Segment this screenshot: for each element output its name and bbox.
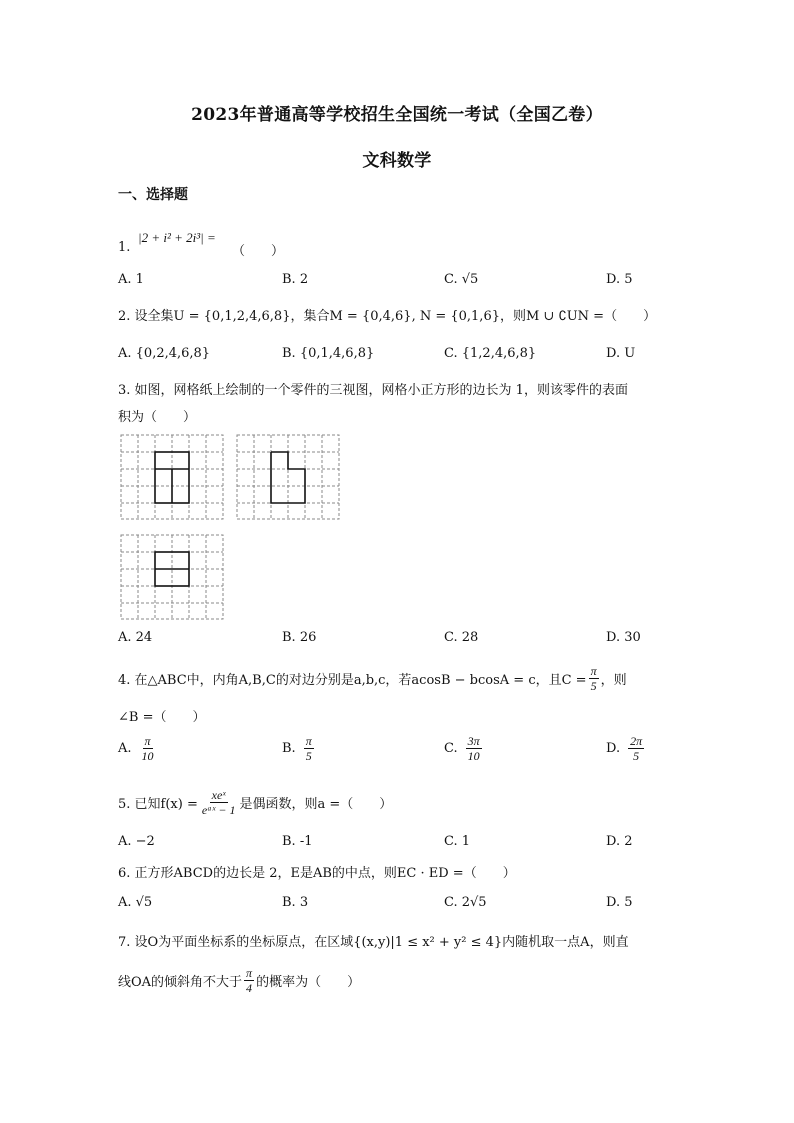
q2-option-a: A. {0,2,4,6,8} (118, 346, 211, 361)
q1-option-d: D. 5 (606, 272, 633, 287)
question-1-number: 1. (118, 240, 131, 255)
q1-option-c: C. √5 (444, 272, 479, 287)
question-2-text: 2. 设全集U = {0,1,2,4,6,8}，集合M = {0,4,6}, N = {0,1,6}，则M ∪ ∁UN =（ ） (118, 309, 657, 324)
q4-option-d-num: 2π (630, 734, 643, 748)
q7-numerator: π (246, 966, 253, 980)
question-3-line-1: 3. 如图，网格纸上绘制的一个零件的三视图，网格小正方形的边长为 1，则该零件的表面 (118, 383, 628, 398)
q4-option-d (606, 734, 646, 763)
question-1-expression: |2 + i² + 2i³| = (138, 230, 216, 245)
q3-option-a: A. 24 (118, 630, 153, 645)
q4-c-denominator: 5 (590, 679, 597, 693)
question-3-line-2: 积为（ ） (118, 410, 197, 425)
q4-option-c-fraction (466, 734, 482, 763)
q3-option-d: D. 30 (606, 630, 641, 645)
question-5-text (118, 788, 392, 817)
question-6-text: 6. 正方形ABCD的边长是 2，E是AB的中点，则EC · ED =（ ） (118, 866, 516, 881)
q4-option-d-label: D. (606, 741, 621, 756)
q7-fraction (244, 966, 254, 995)
q4-option-a-fraction (140, 734, 156, 763)
q4-option-a-den: 10 (141, 749, 154, 763)
q4-option-b-num: π (305, 734, 312, 748)
q2-option-b: B. {0,1,4,6,8} (282, 346, 375, 361)
q7-denominator: 4 (246, 981, 253, 995)
q5-option-a: A. −2 (118, 834, 155, 849)
q5-text-post: 是偶函数，则a =（ ） (239, 797, 393, 812)
q4-option-b-fraction (304, 734, 314, 763)
q4-option-b-den: 5 (305, 749, 312, 763)
q4-fraction-c (589, 664, 599, 693)
q4-text-a: 4. 在△ABC中，内角A,B,C的对边分别是a,b,c，若acosB − bcosA = c，且C = (118, 673, 587, 688)
question-7-line-2 (118, 966, 360, 995)
q4-option-c-num: 3π (467, 734, 480, 748)
question-7-line-1: 7. 设O为平面坐标系的坐标原点，在区域{(x,y)|1 ≤ x² + y² ≤ 4}内随机取一点A，则直 (118, 935, 629, 950)
q4-option-a-num: π (144, 734, 151, 748)
q2-option-c: C. {1,2,4,6,8} (444, 346, 537, 361)
q6-option-d: D. 5 (606, 895, 633, 910)
question-4-line-2: ∠B =（ ） (118, 710, 206, 725)
q1-option-a: A. 1 (118, 272, 144, 287)
exam-subtitle: 文科数学 (362, 151, 432, 171)
q2-option-d: D. U (606, 346, 636, 361)
q4-c-numerator: π (590, 664, 597, 678)
q3-option-b: B. 26 (282, 630, 317, 645)
q4-option-b (282, 734, 316, 763)
front-view-figure (120, 434, 224, 520)
q4-option-d-fraction (628, 734, 644, 763)
q7-text-a: 线OA的倾斜角不大于 (118, 975, 243, 990)
q4-option-c (444, 734, 484, 763)
question-4-line-1 (118, 664, 627, 693)
q4-text-b: ，则 (600, 673, 627, 688)
q4-option-c-den: 10 (467, 749, 480, 763)
q5-option-d: D. 2 (606, 834, 633, 849)
question-1-paren: （ ） (232, 244, 285, 259)
side-view-figure (236, 434, 340, 520)
q5-denominator: eᵃˣ − 1 (201, 803, 236, 817)
q5-option-b: B. -1 (282, 834, 313, 849)
exam-title: 2023年普通高等学校招生全国统一考试（全国乙卷） (191, 105, 603, 125)
q4-option-b-label: B. (282, 741, 296, 756)
q6-option-b: B. 3 (282, 895, 309, 910)
q6-option-c: C. 2√5 (444, 895, 487, 910)
q5-text-pre: 5. 已知f(x) = (118, 797, 198, 812)
q7-text-b: 的概率为（ ） (256, 975, 361, 990)
q5-option-c: C. 1 (444, 834, 471, 849)
q6-option-a: A. √5 (118, 895, 153, 910)
q3-option-c: C. 28 (444, 630, 479, 645)
q4-option-a-label: A. (118, 741, 132, 756)
top-view-figure (120, 534, 224, 620)
q4-option-d-den: 5 (633, 749, 640, 763)
q5-fraction (200, 788, 238, 817)
section-heading: 一、选择题 (118, 187, 188, 203)
q4-option-c-label: C. (444, 741, 458, 756)
q1-option-b: B. 2 (282, 272, 309, 287)
q5-numerator: xeˣ (211, 788, 226, 802)
q4-option-a (118, 734, 158, 763)
